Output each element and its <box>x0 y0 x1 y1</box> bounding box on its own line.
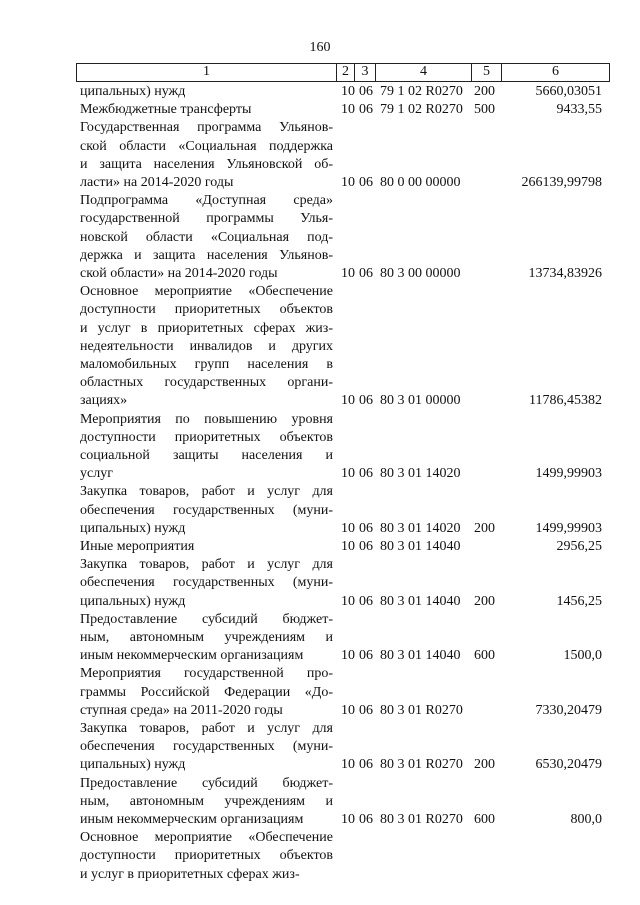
row-col-5: 600 <box>474 812 495 827</box>
row-col-3: 06 <box>359 466 373 482</box>
row-description-line: и услуг в приоритетных сферах жиз- <box>80 320 333 336</box>
row-col-4: 80 3 01 14020 <box>380 520 461 536</box>
row-description-line: ской области» на 2014-2020 годы <box>80 266 278 281</box>
row-col-4: 80 3 01 14040 <box>380 648 461 664</box>
row-description-line: Предоставление субсидий бюджет- <box>80 775 333 791</box>
row-col-5: 200 <box>474 593 495 609</box>
row-description-line: ступная среда» на 2011-2020 годы <box>80 702 283 718</box>
row-col-3: 06 <box>359 648 373 664</box>
row-description-line: Основное мероприятие «Обеспечение <box>80 830 333 846</box>
row-amount: 7330,20479 <box>535 702 602 718</box>
row-col-3: 06 <box>359 812 373 827</box>
row-description-line: обеспечения государственных (муни- <box>80 502 333 518</box>
row-description-line: граммы Российской Федерации «До- <box>80 684 333 700</box>
header-cell-1: 1 <box>76 63 336 81</box>
header-cell-3: 3 <box>354 63 375 81</box>
row-col-3: 06 <box>359 702 373 718</box>
row-description-line: Мероприятия по повышению уровня <box>80 411 333 427</box>
row-description-line: и услуг в приоритетных сферах жиз- <box>80 866 300 882</box>
row-col-5: 200 <box>474 84 495 99</box>
row-description-line: иным некоммерческим организациям <box>80 648 304 664</box>
row-amount: 6530,20479 <box>535 757 602 773</box>
row-description-line: ципальных) нужд <box>80 757 186 773</box>
header-cell-6: 6 <box>501 63 610 81</box>
row-col-4: 80 3 01 14020 <box>380 466 461 482</box>
row-col-4: 80 3 01 R0270 <box>380 757 463 773</box>
row-col-4: 80 3 01 00000 <box>380 393 461 409</box>
row-amount: 13734,83926 <box>528 266 602 281</box>
row-col-3: 06 <box>359 393 373 409</box>
row-description-line: ласти» на 2014-2020 годы <box>80 175 234 190</box>
page-number: 160 <box>309 40 331 55</box>
row-description-line: Закупка товаров, работ и услуг для <box>80 721 333 736</box>
row-description-line: держка и защита населения Ульянов- <box>80 247 333 263</box>
row-col-4: 80 3 01 R0270 <box>380 812 463 827</box>
header-cell-4: 4 <box>375 63 471 81</box>
row-description-line: ным, автономным учреждениям и <box>80 793 333 809</box>
row-description-line: обеспечения государственных (муни- <box>80 575 333 591</box>
row-description-line: доступности приоритетных объектов <box>80 429 333 445</box>
row-amount: 11786,45382 <box>529 393 602 409</box>
row-description-line: и защита населения Ульяновской об- <box>80 156 333 172</box>
row-col-4: 80 0 00 00000 <box>380 175 461 190</box>
row-col-2: 10 <box>341 266 355 281</box>
header-cell-2: 2 <box>336 63 354 81</box>
row-description-line: государственной программы Улья- <box>80 211 333 227</box>
row-col-4: 79 1 02 R0270 <box>380 84 463 99</box>
row-description-line: Мероприятия государственной про- <box>80 666 333 682</box>
row-description-line: маломобильных групп населения в <box>80 357 333 372</box>
row-col-5: 500 <box>474 102 495 118</box>
row-amount: 1500,0 <box>563 648 602 664</box>
row-col-3: 06 <box>359 84 373 99</box>
header-cell-5: 5 <box>471 63 501 81</box>
row-col-2: 10 <box>341 84 355 99</box>
header-border <box>76 63 610 82</box>
row-col-3: 06 <box>359 266 373 281</box>
row-col-2: 10 <box>341 812 355 827</box>
row-col-4: 80 3 01 R0270 <box>380 702 463 718</box>
row-col-3: 06 <box>359 175 373 190</box>
row-col-2: 10 <box>341 520 355 536</box>
row-description-line: ципальных) нужд <box>80 593 186 609</box>
row-description-line: доступности приоритетных объектов <box>80 848 333 864</box>
row-description-line: Межбюджетные трансферты <box>80 102 252 118</box>
row-description-line: Подпрограмма «Доступная среда» <box>80 193 333 209</box>
row-amount: 800,0 <box>570 812 602 827</box>
row-amount: 9433,55 <box>556 102 602 118</box>
row-description-line: социальной защиты населения и <box>80 448 333 463</box>
row-col-5: 200 <box>474 757 495 773</box>
row-description-line: ным, автономным учреждениям и <box>80 630 333 645</box>
row-col-5: 200 <box>474 520 495 536</box>
row-col-4: 80 3 00 00000 <box>380 266 461 281</box>
row-description-line: обеспечения государственных (муни- <box>80 739 333 755</box>
row-description-line: Закупка товаров, работ и услуг для <box>80 557 333 573</box>
row-amount: 1456,25 <box>556 593 602 609</box>
row-description-line: зациях» <box>80 393 128 409</box>
row-col-2: 10 <box>341 648 355 664</box>
row-description-line: областных государственных органи- <box>80 375 333 391</box>
row-col-4: 80 3 01 14040 <box>380 593 461 609</box>
row-col-2: 10 <box>341 702 355 718</box>
row-description-line: иным некоммерческим организациям <box>80 812 304 827</box>
row-col-2: 10 <box>341 102 355 118</box>
row-description-line: Предоставление субсидий бюджет- <box>80 611 333 627</box>
row-description-line: ской области «Социальная поддержка <box>80 138 333 154</box>
row-description-line: ципальных) нужд <box>80 520 186 536</box>
row-description-line: ципальных) нужд <box>80 84 186 99</box>
row-col-2: 10 <box>341 393 355 409</box>
row-col-2: 10 <box>341 466 355 482</box>
row-col-2: 10 <box>341 175 355 190</box>
row-amount: 5660,03051 <box>535 84 602 99</box>
row-description-line: Иные мероприятия <box>80 539 195 554</box>
row-col-3: 06 <box>359 102 373 118</box>
row-col-3: 06 <box>359 539 373 554</box>
row-description-line: Основное мероприятие «Обеспечение <box>80 284 333 300</box>
row-col-2: 10 <box>341 539 355 554</box>
row-col-3: 06 <box>359 757 373 773</box>
row-amount: 266139,99798 <box>521 175 602 190</box>
row-description-line: Государственная программа Ульянов- <box>80 120 333 136</box>
row-col-3: 06 <box>359 520 373 536</box>
row-description-line: услуг <box>80 466 113 482</box>
row-amount: 2956,25 <box>556 539 602 554</box>
row-amount: 1499,99903 <box>535 466 602 482</box>
row-description-line: доступности приоритетных объектов <box>80 302 333 318</box>
row-description-line: Закупка товаров, работ и услуг для <box>80 484 333 500</box>
row-amount: 1499,99903 <box>535 520 602 536</box>
row-col-4: 80 3 01 14040 <box>380 539 461 554</box>
row-col-2: 10 <box>341 757 355 773</box>
row-description-line: недеятельности инвалидов и других <box>80 338 333 354</box>
row-col-3: 06 <box>359 593 373 609</box>
row-col-4: 79 1 02 R0270 <box>380 102 463 118</box>
row-description-line: новской области «Социальная под- <box>80 229 333 245</box>
row-col-2: 10 <box>341 593 355 609</box>
row-col-5: 600 <box>474 648 495 664</box>
